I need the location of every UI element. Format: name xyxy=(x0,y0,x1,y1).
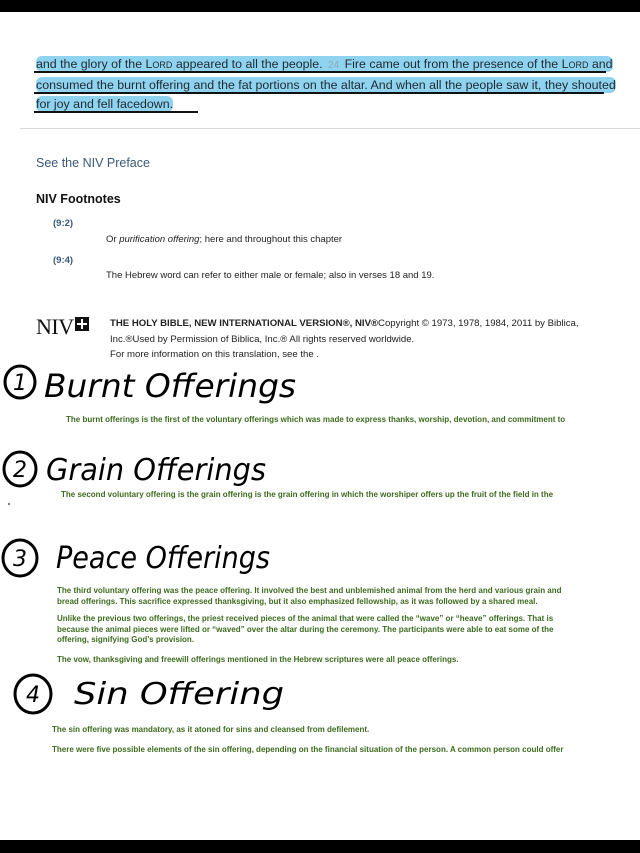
scripture-line-2: consumed the burnt offering and the fat portions on the altar. And when all the people saw it, they shouted xyxy=(36,77,616,92)
footnote-ref-9-2[interactable]: (9:2) xyxy=(53,218,74,229)
footnote-ref-9-4[interactable]: (9:4) xyxy=(53,255,74,266)
note-peace-p3: The vow, thanksgiving and freewill offerings mentioned in the Hebrew scriptures were all peace offerings. xyxy=(57,655,459,664)
note-grain-offering: The second voluntary offering is the grain offering is the grain offering in which the worshiper offers up the fruit of the field in the xyxy=(61,490,554,499)
heading-burnt-offerings: Burnt Offerings xyxy=(44,367,296,405)
heading-peace-offerings: Peace Offerings xyxy=(56,541,270,576)
footnote-text-9-2: Or purification offering; here and throughout this chapter xyxy=(106,234,343,245)
stray-mark xyxy=(8,503,10,505)
heading-sin-offering: Sin Offering xyxy=(74,677,284,712)
niv-logo: NIV xyxy=(36,314,89,340)
heading-number-2: 2 xyxy=(13,458,27,483)
note-peace-p1: The third voluntary offering was the peace offering. It involved the best and unblemished animal from the herd and various grain and bread offerings. This sacrifice expressed thanksgiving, but it also emphasized fellowship, as it was followed by a shared meal. xyxy=(57,586,562,606)
heading-number-4: 4 xyxy=(26,683,40,708)
footnotes-title: NIV Footnotes xyxy=(36,192,121,206)
heading-grain-offerings: Grain Offerings xyxy=(46,453,266,488)
note-burnt-offering: The burnt offerings is the first of the voluntary offerings which was made to express thanks, worship, devotion, and commitment to xyxy=(66,415,566,424)
note-sin-p1: The sin offering was mandatory, as it atoned for sins and cleansed from defilement. xyxy=(52,725,370,734)
copyright-notice: THE HOLY BIBLE, NEW INTERNATIONAL VERSION®, NIV®Copyright © 1973, 1978, 1984, 2011 by Biblica, Inc.®Used by Permission of Biblica, Inc.® All rights reserved worldwide. For more information on this translation, see the . xyxy=(110,318,579,360)
bottom-black-bar xyxy=(0,840,640,853)
scripture-line-3: for joy and fell facedown. xyxy=(36,95,608,115)
heading-number-1: 1 xyxy=(13,371,27,396)
note-peace-p2: Unlike the previous two offerings, the priest received pieces of the animal that were called the “wave” or “heave” offerings. That is because the animal pieces were lifted or “waved” over the altar during the ceremony. The participants were able to eat some of the offering, signifying God’s provision. xyxy=(57,614,554,644)
highlight-span-1: and the glory of the Lord appeared to all the people. 24 Fire came out from the presence of the Lord and xyxy=(36,57,613,71)
note-sin-p2: There were five possible elements of the sin offering, depending on the financial situation of the person. A common person could offer xyxy=(52,745,564,754)
heading-number-3: 3 xyxy=(13,547,27,572)
footnote-text-9-4: The Hebrew word can refer to either male or female; also in verses 18 and 19. xyxy=(106,270,435,281)
verse-number[interactable]: 24 xyxy=(328,60,340,71)
niv-preface-link[interactable]: See the NIV Preface xyxy=(36,156,150,170)
